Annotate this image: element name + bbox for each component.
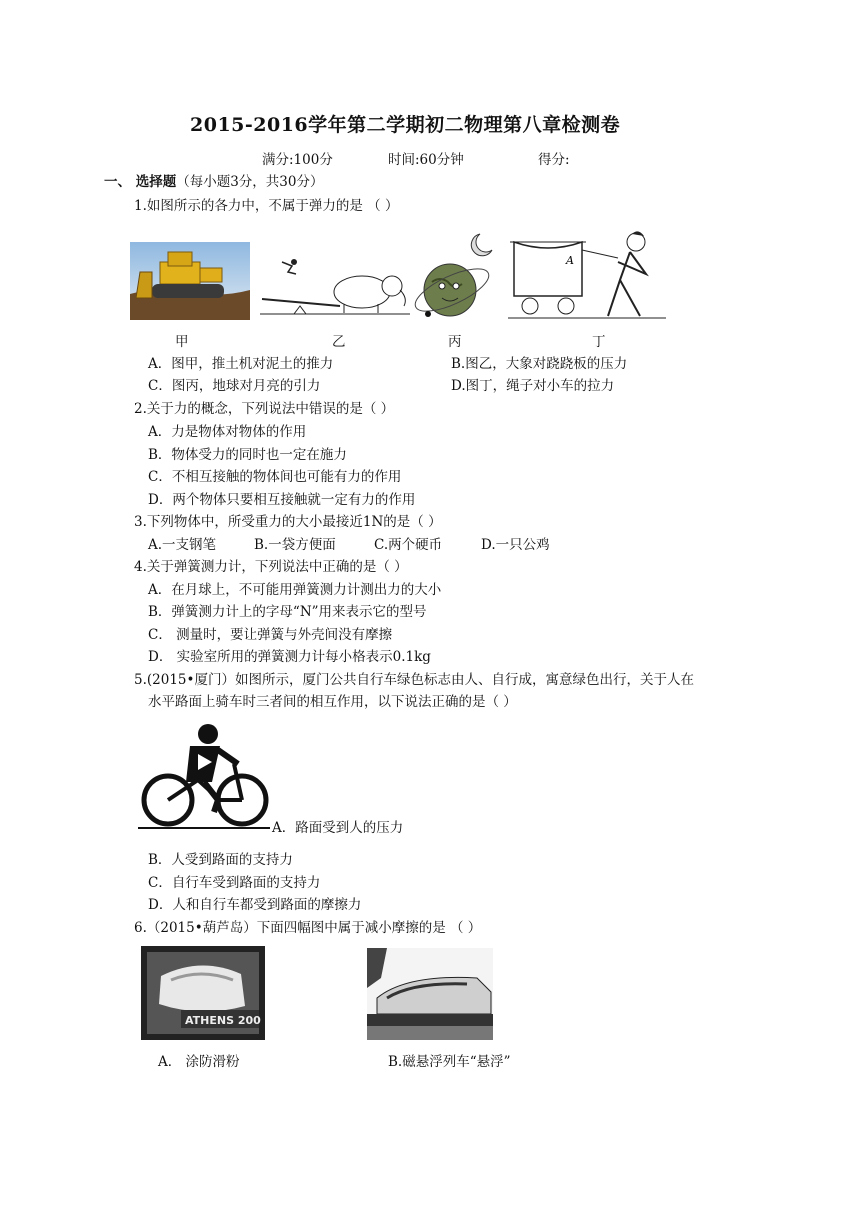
- q1-option-b[interactable]: B.图乙，大象对跷跷板的压力: [451, 356, 628, 372]
- q3-option-d[interactable]: D.一只公鸡: [481, 537, 550, 553]
- photo-athens-text: ATHENS 200: [185, 1014, 261, 1027]
- q2-option-a[interactable]: A．力是物体对物体的作用: [148, 424, 307, 440]
- q3-option-b[interactable]: B.一袋方便面: [254, 537, 336, 553]
- q1-option-a[interactable]: A．图甲，推土机对泥土的推力: [148, 356, 334, 372]
- q6-stem: 6.（2015•葫芦岛）下面四幅图中属于减小摩擦的是 （ ）: [134, 920, 482, 936]
- section-title: 一、 选择题: [104, 174, 177, 190]
- q4-option-b[interactable]: B．弹簧测力计上的字母“N”用来表示它的型号: [148, 604, 427, 620]
- q4-stem: 4.关于弹簧测力计，下列说法中正确的是（ ）: [134, 559, 408, 575]
- section-note: （每小题3分，共30分）: [176, 174, 324, 190]
- q1-option-c[interactable]: C．图丙，地球对月亮的引力: [148, 378, 321, 394]
- page-title: 2015-2016学年第二学期初二物理第八章检测卷: [190, 114, 621, 136]
- score-field: 得分:: [538, 152, 570, 168]
- q5-option-a[interactable]: A．路面受到人的压力: [272, 820, 404, 836]
- q5-option-b[interactable]: B．人受到路面的支持力: [148, 852, 293, 868]
- fig-label-yi: 乙: [332, 334, 346, 350]
- q5-option-d[interactable]: D．人和自行车都受到路面的摩擦力: [148, 897, 362, 913]
- q5-option-c[interactable]: C．自行车受到路面的支持力: [148, 875, 321, 891]
- q3-option-c[interactable]: C.两个硬币: [374, 537, 443, 553]
- fig-label-ding: 丁: [592, 334, 606, 350]
- cart-label: A: [566, 254, 574, 267]
- q2-option-b[interactable]: B．物体受力的同时也一定在施力: [148, 447, 347, 463]
- bulldozer-figure: [130, 242, 250, 320]
- q3-option-a[interactable]: A.一支钢笔: [148, 537, 217, 553]
- q1-option-d[interactable]: D.图丁，绳子对小车的拉力: [451, 378, 615, 394]
- q2-option-d[interactable]: D．两个物体只要相互接触就一定有力的作用: [148, 492, 416, 508]
- q4-option-c[interactable]: C． 测量时，要让弹簧与外壳间没有摩擦: [148, 627, 393, 643]
- q6-option-a[interactable]: A． 涂防滑粉: [158, 1054, 240, 1070]
- q6-option-b[interactable]: B.磁悬浮列车“悬浮”: [388, 1054, 511, 1070]
- cart-pulling-figure: [508, 228, 668, 322]
- anti-slip-powder-photo: [141, 946, 265, 1040]
- fig-label-jia: 甲: [175, 334, 189, 350]
- q5-stem-line2: 水平路面上骑车时三者间的相互作用，以下说法正确的是（ ）: [148, 694, 517, 710]
- fig-label-bing: 丙: [448, 334, 462, 350]
- elephant-seesaw-figure: [260, 254, 410, 316]
- q4-option-a[interactable]: A．在月球上，不可能用弹簧测力计测出力的大小: [148, 582, 442, 598]
- full-score: 满分:100分: [262, 152, 333, 168]
- q2-option-c[interactable]: C．不相互接触的物体间也可能有力的作用: [148, 469, 402, 485]
- q1-stem: 1.如图所示的各力中，不属于弹力的是 （ ）: [134, 198, 399, 214]
- exam-time: 时间:60分钟: [388, 152, 464, 168]
- q3-stem: 3.下列物体中，所受重力的大小最接近1N的是（ ）: [134, 514, 442, 530]
- bicycle-logo-figure: [138, 720, 270, 832]
- q4-option-d[interactable]: D． 实验室所用的弹簧测力计每小格表示0.1kg: [148, 649, 431, 665]
- q5-stem-line1: 5.(2015•厦门）如图所示，厦门公共自行车绿色标志由人、自行成，寓意绿色出行，关于人在: [134, 672, 694, 688]
- q2-stem: 2.关于力的概念，下列说法中错误的是（ ）: [134, 401, 395, 417]
- maglev-train-photo: [367, 948, 493, 1040]
- earth-moon-figure: [414, 228, 504, 322]
- section-heading: [104, 173, 323, 191]
